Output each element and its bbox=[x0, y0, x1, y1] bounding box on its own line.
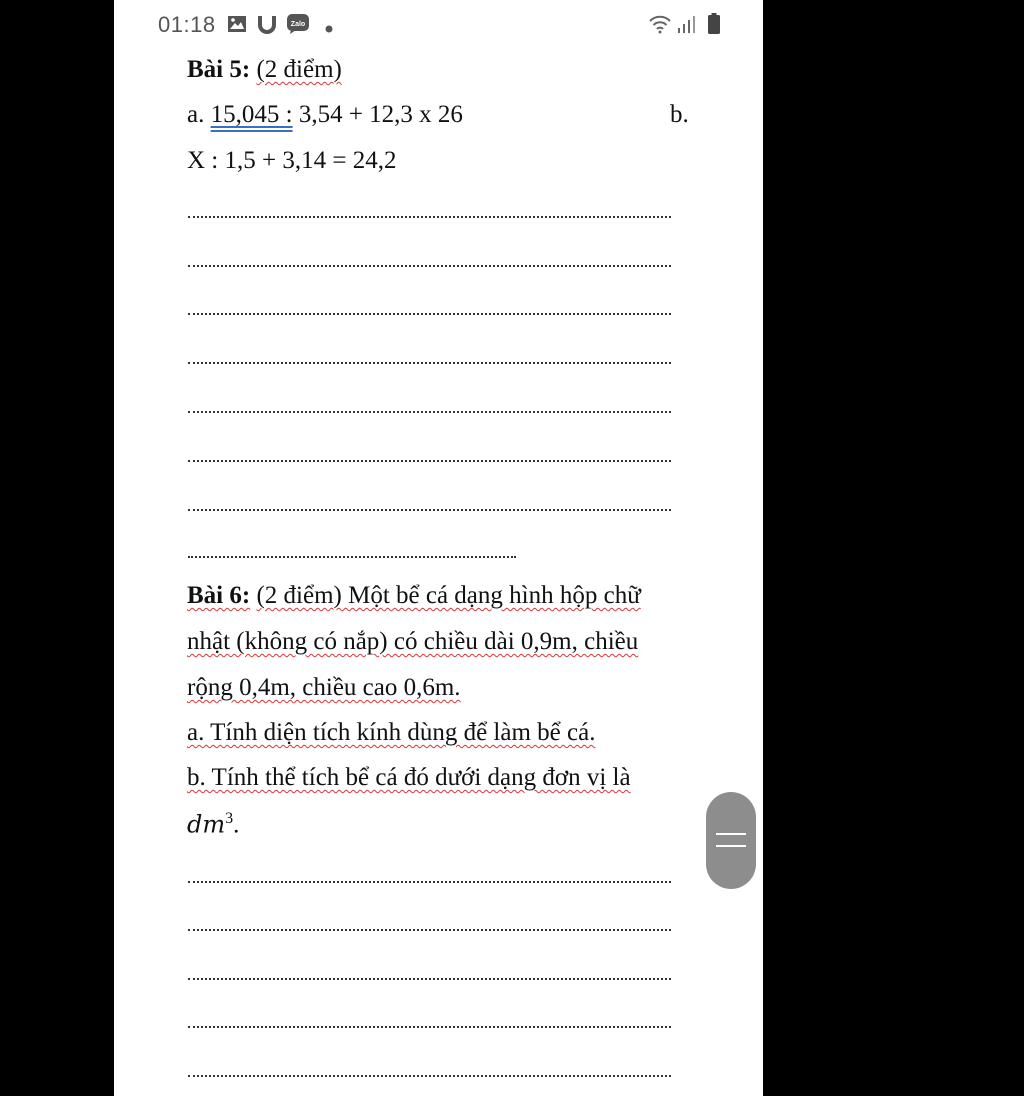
answer-line[interactable] bbox=[188, 978, 671, 980]
bai6-line-1 bbox=[187, 582, 641, 610]
gallery-icon bbox=[227, 15, 247, 38]
bai5-points: (2 điểm) bbox=[256, 56, 342, 83]
bai5-heading bbox=[187, 56, 342, 84]
dot-icon bbox=[325, 20, 333, 38]
bai5-part-a bbox=[187, 101, 463, 129]
status-bar bbox=[114, 0, 763, 50]
u-app-icon bbox=[257, 14, 277, 39]
unit-end: . bbox=[233, 811, 240, 839]
answer-line[interactable] bbox=[188, 362, 671, 364]
answer-line[interactable] bbox=[188, 265, 671, 267]
wifi-icon bbox=[648, 14, 672, 39]
document-page[interactable] bbox=[114, 0, 763, 1096]
zalo-icon bbox=[286, 13, 310, 40]
status-time: 01:18 bbox=[158, 12, 216, 37]
answer-line[interactable] bbox=[188, 509, 671, 511]
bai5-part-b-label: b. bbox=[670, 101, 689, 128]
bai6-part-b: b. Tính thể tích bể cá đó dưới dạng đơn vị là bbox=[187, 764, 631, 791]
bai6-unit bbox=[187, 810, 239, 839]
bai6-part-a: a. Tính diện tích kính dùng để làm bể cá. bbox=[187, 719, 596, 746]
answer-line[interactable] bbox=[188, 556, 516, 558]
bai6-line-2: nhật (không có nắp) có chiều dài 0,9m, chiều bbox=[187, 628, 639, 655]
answer-line[interactable] bbox=[188, 313, 671, 315]
answer-line[interactable] bbox=[188, 881, 671, 883]
part-a-dividend: 15,045 : bbox=[210, 101, 293, 128]
answer-line[interactable] bbox=[188, 929, 671, 931]
unit-base: dm bbox=[187, 810, 226, 839]
bai6-title: Bài 6: bbox=[187, 582, 251, 609]
bai6-text-1: (2 điểm) Một bể cá dạng hình hộp chữ bbox=[256, 582, 641, 609]
unit-exponent: 3 bbox=[225, 810, 234, 827]
answer-line[interactable] bbox=[188, 411, 671, 413]
signal-icon bbox=[676, 14, 696, 39]
answer-line[interactable] bbox=[188, 216, 671, 218]
answer-line[interactable] bbox=[188, 1075, 671, 1077]
answer-line[interactable] bbox=[188, 460, 671, 462]
bai6-line-3: rộng 0,4m, chiều cao 0,6m. bbox=[187, 674, 461, 701]
battery-icon bbox=[708, 13, 720, 40]
handle-grip-icon bbox=[716, 833, 746, 835]
bai5-title: Bài 5: bbox=[187, 56, 251, 83]
handle-grip-icon bbox=[716, 845, 746, 847]
part-a-prefix: a. bbox=[187, 101, 205, 128]
scroll-handle[interactable] bbox=[706, 792, 756, 889]
answer-line[interactable] bbox=[188, 1026, 671, 1028]
part-a-expression: 3,54 + 12,3 x 26 bbox=[298, 101, 463, 128]
zalo-label: Zalo bbox=[290, 21, 306, 28]
bai5-part-b-expression: X : 1,5 + 3,14 = 24,2 bbox=[187, 147, 397, 174]
